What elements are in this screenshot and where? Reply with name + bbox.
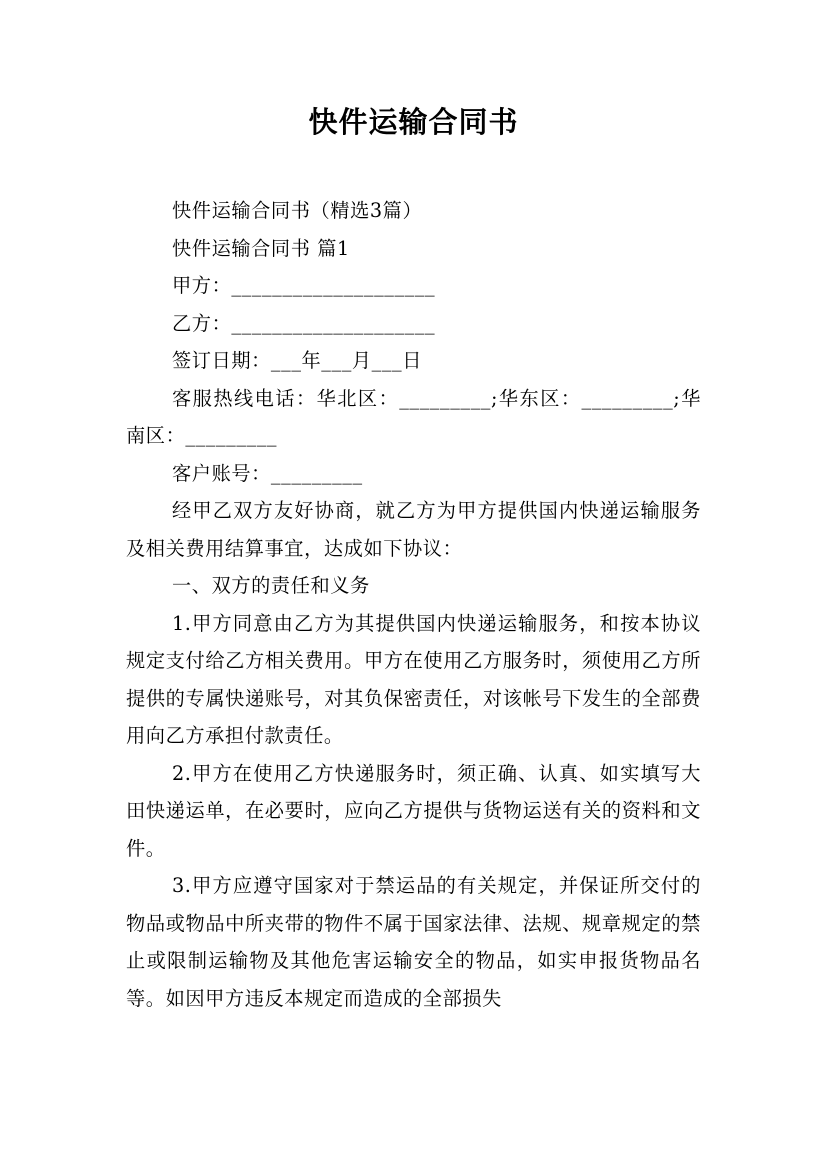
paragraph-hotline: 客服热线电话：华北区：_________;华东区：_________;华南区：_________ — [126, 386, 701, 447]
paragraph-account: 客户账号：_________ — [172, 461, 363, 485]
paragraph-intro: 经甲乙双方友好协商，就乙方为甲方提供国内快递运输服务及相关费用结算事宜，达成如下协议： — [126, 499, 701, 560]
paragraph-section-heading: 快件运输合同书 篇1 — [172, 236, 350, 260]
paragraph-party-a: 甲方：____________________ — [172, 274, 436, 297]
paragraph-party-b: 乙方：____________________ — [172, 311, 436, 335]
paragraph-clause-3: 3.甲方应遵守国家对于禁运品的有关规定，并保证所交付的物品或物品中所夹带的物件不属于国家法律、法规、规章规定的禁止或限制运输物及其他危害运输安全的物品，如实申报货物品名等。如因甲方违反本规定而造成的全部损失 — [126, 874, 701, 1010]
document-title: 快件运输合同书 — [308, 105, 519, 139]
paragraph-clause-heading: 一、双方的责任和义务 — [172, 574, 370, 597]
paragraph-sign-date: 签订日期：___年___月___日 — [172, 349, 423, 372]
paragraph-clause-2: 2.甲方在使用乙方快递服务时，须正确、认真、如实填写大田快递运单，在必要时，应向乙方提供与货物运送有关的资料和文件。 — [126, 761, 701, 860]
paragraph-clause-1: 1.甲方同意由乙方为其提供国内快递运输服务，和按本协议规定支付给乙方相关费用。甲方在使用乙方服务时，须使用乙方所提供的专属快递账号，对其负保密责任，对该帐号下发生的全部费用向乙方承担付款责任。 — [126, 611, 701, 747]
paragraph-subtitle: 快件运输合同书（精选3篇） — [172, 199, 423, 222]
document-body — [126, 192, 701, 1017]
